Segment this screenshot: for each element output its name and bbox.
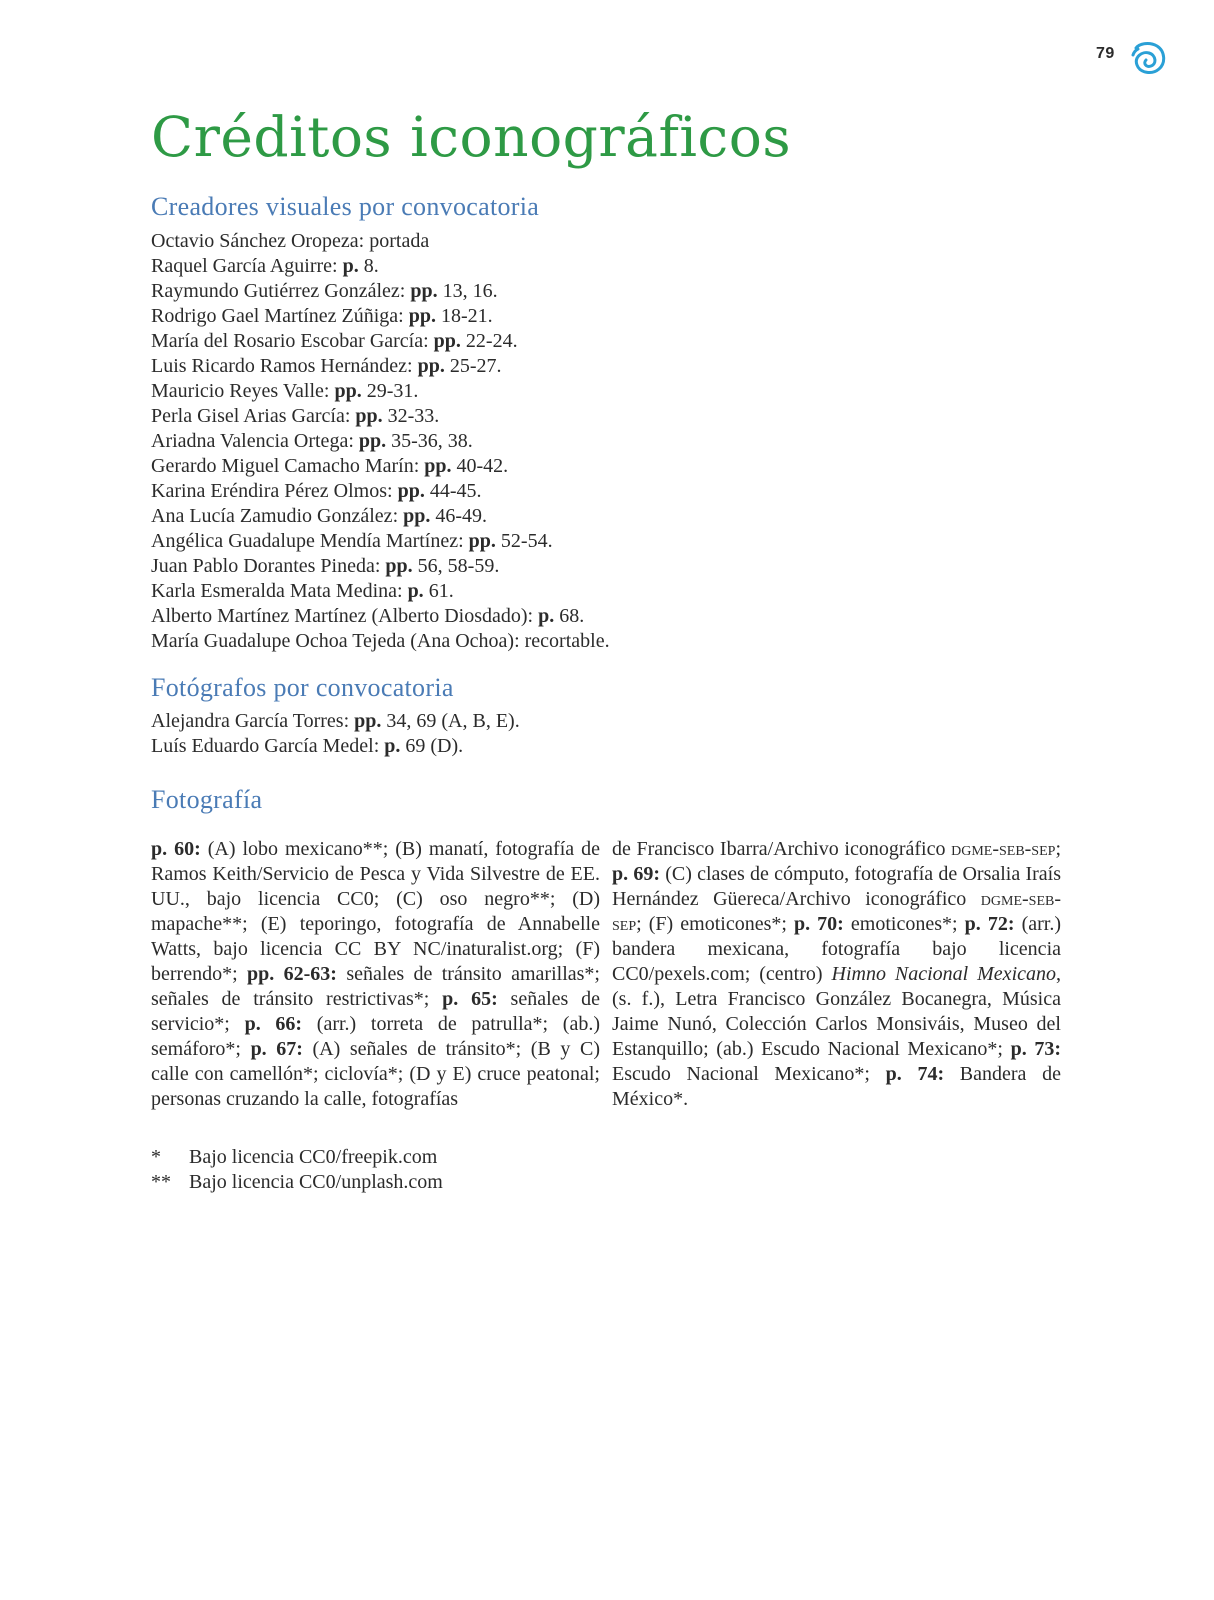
- photographers-list: [151, 709, 520, 759]
- credit-pages: portada: [369, 230, 430, 252]
- credit-pages: 40-42.: [451, 455, 509, 477]
- credit-text: emoticones*;: [843, 913, 965, 935]
- photography-heading: Fotografía: [151, 785, 263, 814]
- credit-name: Luis Ricardo Ramos Hernández:: [151, 355, 418, 377]
- spiral-wave-logo-icon: [1130, 38, 1170, 78]
- page-ref: p. 69:: [612, 863, 660, 885]
- credit-item: [151, 304, 610, 329]
- credit-name: Perla Gisel Arias García:: [151, 405, 356, 427]
- credit-name: Juan Pablo Dorantes Pineda:: [151, 555, 386, 577]
- credit-text: de Francisco Ibarra/Archivo iconográfico: [612, 838, 952, 860]
- credit-name: María Guadalupe Ochoa Tejeda (Ana Ochoa):: [151, 630, 525, 652]
- credit-name: Raymundo Gutiérrez González:: [151, 280, 411, 302]
- credit-pages: 44-45.: [424, 480, 482, 502]
- credit-page-ref: pp.: [354, 710, 382, 732]
- footnotes: [151, 1145, 443, 1195]
- credit-item: [151, 354, 610, 379]
- credit-name: Alejandra García Torres:: [151, 710, 355, 732]
- footnote-mark: *: [151, 1146, 161, 1168]
- footnote-text: Bajo licencia CC0/unplash.com: [189, 1171, 443, 1193]
- credit-text: (C) clases de cómputo, fotografía de Orsalia Iraís Hernández Güereca/Archivo iconográfico: [612, 863, 1061, 910]
- photography-column-left: [151, 837, 600, 1112]
- credit-item: [151, 579, 610, 604]
- credit-name: Octavio Sánchez Oropeza:: [151, 230, 370, 252]
- credit-name: Ana Lucía Zamudio González:: [151, 505, 404, 527]
- credit-text: (arr.) torreta de patrulla*; (ab.) semáforo*;: [151, 1013, 600, 1060]
- credit-text: Escudo Nacional Mexicano*;: [612, 1063, 886, 1085]
- credit-name: Mauricio Reyes Valle:: [151, 380, 335, 402]
- credit-item: [151, 329, 610, 354]
- credit-page-ref: p.: [384, 735, 401, 757]
- credit-text: (arr.) bandera mexicana, fotografía bajo licencia CC0/pexels.com; (centro): [612, 913, 1061, 985]
- credit-name: Alberto Martínez Martínez (Alberto Diosdado):: [151, 605, 539, 627]
- credit-text: dgme-seb-sep: [951, 838, 1056, 860]
- credit-text: dgme-seb-sep: [612, 888, 1061, 935]
- credit-name: Karina Eréndira Pérez Olmos:: [151, 480, 398, 502]
- credit-name: Rodrigo Gael Martínez Zúñiga:: [151, 305, 409, 327]
- credit-page-ref: p.: [407, 580, 424, 602]
- credit-text: Bandera de México*.: [612, 1063, 1061, 1110]
- page-ref: p. 60:: [151, 838, 201, 860]
- credit-pages: 61.: [423, 580, 454, 602]
- page-title: Créditos iconográficos: [151, 105, 792, 169]
- credit-pages: 35-36, 38.: [386, 430, 473, 452]
- page-ref: p. 72:: [964, 913, 1015, 935]
- credit-item: [151, 529, 610, 554]
- credit-name: Ariadna Valencia Ortega:: [151, 430, 359, 452]
- credit-pages: 69 (D).: [400, 735, 464, 757]
- credit-item: [151, 254, 610, 279]
- credit-pages: 29-31.: [361, 380, 419, 402]
- credit-text: (A) señales de tránsito*; (B y C) calle con camellón*; ciclovía*; (D y E) cruce peatonal; personas cruzando la calle, fotografías: [151, 1038, 600, 1110]
- credit-name: Luís Eduardo García Medel:: [151, 735, 385, 757]
- credit-pages: recortable.: [524, 630, 610, 652]
- credit-text: Himno Nacional Mexicano: [831, 963, 1056, 985]
- credit-text: , (s. f.), Letra Francisco González Bocanegra, Música Jaime Nunó, Colección Carlos Monsiváis, Museo del Estanquillo; (ab.) Escudo Nacional Mexicano*;: [612, 963, 1061, 1060]
- credit-pages: 25-27.: [444, 355, 502, 377]
- credit-name: Karla Esmeralda Mata Medina:: [151, 580, 408, 602]
- credit-page-ref: p.: [342, 255, 359, 277]
- credit-item: [151, 604, 610, 629]
- credit-text: señales de servicio*;: [151, 988, 600, 1035]
- credit-item: [151, 229, 610, 254]
- credit-page-ref: pp.: [358, 430, 387, 452]
- page-ref: p. 74:: [885, 1063, 945, 1085]
- photography-credits: [151, 837, 1061, 1112]
- credit-name: Angélica Guadalupe Mendía Martínez:: [151, 530, 469, 552]
- visual-creators-heading: Creadores visuales por convocatoria: [151, 192, 540, 221]
- credit-item: [151, 479, 610, 504]
- credit-page-ref: pp.: [334, 380, 362, 402]
- credit-item: [151, 379, 610, 404]
- credit-pages: 8.: [358, 255, 379, 277]
- credit-page-ref: p.: [538, 605, 555, 627]
- credit-text: ; (F) emoticones*;: [636, 913, 794, 935]
- credit-pages: 22-24.: [460, 330, 518, 352]
- credit-text: (A) lobo mexicano**; (B) manatí, fotografía de Ramos Keith/Servicio de Pesca y Vida Silvestre de EE. UU., bajo licencia CC0; (C) oso negro**; (D) mapache**; (E) teporingo, fotografía de Annabelle Watts, bajo licencia CC BY NC/inaturalist.org; (F) berrendo*;: [151, 838, 600, 985]
- page-ref: pp. 62-63:: [247, 963, 337, 985]
- photography-column-right: [612, 837, 1061, 1112]
- credit-page-ref: pp.: [468, 530, 496, 552]
- photographers-heading: Fotógrafos por convocatoria: [151, 673, 454, 702]
- credit-item: [151, 454, 610, 479]
- credit-text: ;: [1055, 838, 1061, 860]
- footnote: [151, 1145, 443, 1170]
- credit-item: [151, 429, 610, 454]
- credit-item: [151, 279, 610, 304]
- page-ref: p. 65:: [442, 988, 498, 1010]
- credit-name: Gerardo Miguel Camacho Marín:: [151, 455, 425, 477]
- credit-page-ref: pp.: [403, 505, 431, 527]
- page-ref: p. 66:: [244, 1013, 303, 1035]
- credit-item: [151, 404, 610, 429]
- credit-page-ref: pp.: [385, 555, 413, 577]
- credit-item: [151, 709, 520, 734]
- credit-page-ref: pp.: [397, 480, 425, 502]
- credit-page-ref: pp.: [408, 305, 436, 327]
- credit-text: señales de tránsito amarillas*; señales de tránsito restrictivas*;: [151, 963, 600, 1010]
- credit-page-ref: pp.: [424, 455, 452, 477]
- credit-name: María del Rosario Escobar García:: [151, 330, 434, 352]
- credit-pages: 32-33.: [382, 405, 440, 427]
- footnote-mark: **: [151, 1171, 171, 1193]
- credit-page-ref: pp.: [355, 405, 383, 427]
- credit-name: Raquel García Aguirre:: [151, 255, 343, 277]
- credit-page-ref: pp.: [433, 330, 461, 352]
- credit-pages: 18-21.: [435, 305, 493, 327]
- credit-page-ref: pp.: [417, 355, 445, 377]
- credit-pages: 34, 69 (A, B, E).: [381, 710, 520, 732]
- credit-pages: 46-49.: [430, 505, 488, 527]
- credit-pages: 52-54.: [495, 530, 553, 552]
- page-number: 79: [1096, 45, 1115, 62]
- page-ref: p. 67:: [250, 1038, 303, 1060]
- credit-pages: 56, 58-59.: [412, 555, 500, 577]
- credit-item: [151, 554, 610, 579]
- credit-item: [151, 734, 520, 759]
- page-ref: p. 70:: [793, 913, 844, 935]
- credit-page-ref: pp.: [410, 280, 438, 302]
- credit-pages: 68.: [554, 605, 585, 627]
- credit-item: [151, 629, 610, 654]
- footnote: [151, 1170, 443, 1195]
- footnote-text: Bajo licencia CC0/freepik.com: [189, 1146, 438, 1168]
- credit-pages: 13, 16.: [437, 280, 498, 302]
- credit-item: [151, 504, 610, 529]
- visual-creators-list: [151, 229, 610, 654]
- page-ref: p. 73:: [1010, 1038, 1061, 1060]
